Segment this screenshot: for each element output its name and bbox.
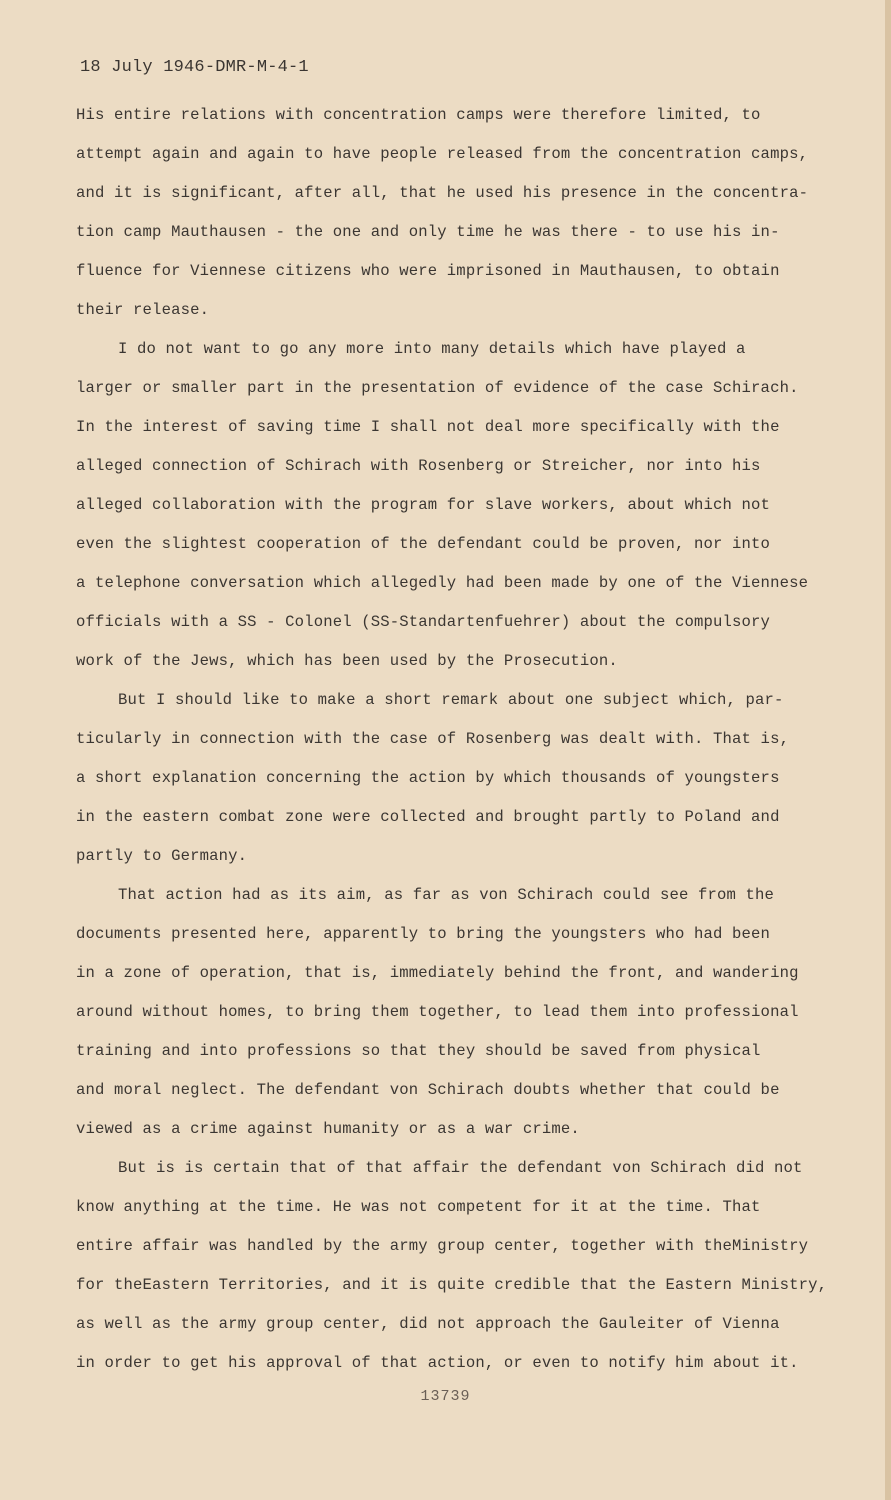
text-line: alleged collaboration with the program for slave workers, about which not [76, 496, 771, 514]
text-line: attempt again and again to have people released from the concentration camps, [76, 145, 809, 163]
text-line: documents presented here, apparently to bring the youngsters who had been [76, 925, 771, 943]
text-line: a telephone conversation which allegedly had been made by one of the Viennese [76, 574, 809, 592]
text-line: their release. [76, 301, 210, 319]
text-line: larger or smaller part in the presentation of evidence of the case Schirach. [76, 379, 799, 397]
text-line: and moral neglect. The defendant von Schirach doubts whether that could be [76, 1081, 780, 1099]
text-line: as well as the army group center, did not approach the Gauleiter of Vienna [76, 1315, 780, 1333]
text-line: work of the Jews, which has been used by the Prosecution. [76, 652, 618, 670]
paragraph-start-line: That action had as its aim, as far as von Schirach could see from the [118, 886, 775, 904]
text-line: in order to get his approval of that action, or even to notify him about it. [76, 1354, 799, 1372]
text-line: a short explanation concerning the action by which thousands of youngsters [76, 769, 780, 787]
text-line: viewed as a crime against humanity or as a war crime. [76, 1120, 580, 1138]
text-line: training and into professions so that they should be saved from physical [76, 1042, 761, 1060]
document-body [76, 96, 826, 1383]
text-line: even the slightest cooperation of the defendant could be proven, nor into [76, 535, 771, 553]
text-line: entire affair was handled by the army group center, together with theMinistry [76, 1237, 809, 1255]
page-number: 13739 [420, 1388, 471, 1405]
paragraph-start-line: But is is certain that of that affair the defendant von Schirach did not [118, 1159, 803, 1177]
text-line: ticularly in connection with the case of Rosenberg was dealt with. That is, [76, 730, 790, 748]
text-line: officials with a SS - Colonel (SS-Standartenfuehrer) about the compulsory [76, 613, 771, 631]
text-line: fluence for Viennese citizens who were imprisoned in Mauthausen, to obtain [76, 262, 780, 280]
text-line: in a zone of operation, that is, immediately behind the front, and wandering [76, 964, 799, 982]
text-line: in the eastern combat zone were collected and brought partly to Poland and [76, 808, 780, 826]
text-line: for theEastern Territories, and it is quite credible that the Eastern Ministry, [76, 1276, 828, 1294]
text-line: His entire relations with concentration camps were therefore limited, to [76, 106, 761, 124]
text-line: In the interest of saving time I shall not deal more specifically with the [76, 418, 780, 436]
text-line: tion camp Mauthausen - the one and only time he was there - to use his in- [76, 223, 780, 241]
paragraph-start-line: But I should like to make a short remark about one subject which, par- [118, 691, 784, 709]
text-line: around without homes, to bring them together, to lead them into professional [76, 1003, 799, 1021]
document-header: 18 July 1946-DMR-M-4-1 [80, 58, 309, 77]
paragraph-start-line: I do not want to go any more into many details which have played a [118, 340, 746, 358]
text-line: partly to Germany. [76, 847, 248, 865]
text-line: know anything at the time. He was not competent for it at the time. That [76, 1198, 761, 1216]
text-line: and it is significant, after all, that he used his presence in the concentra- [76, 184, 809, 202]
text-line: alleged connection of Schirach with Rosenberg or Streicher, nor into his [76, 457, 761, 475]
